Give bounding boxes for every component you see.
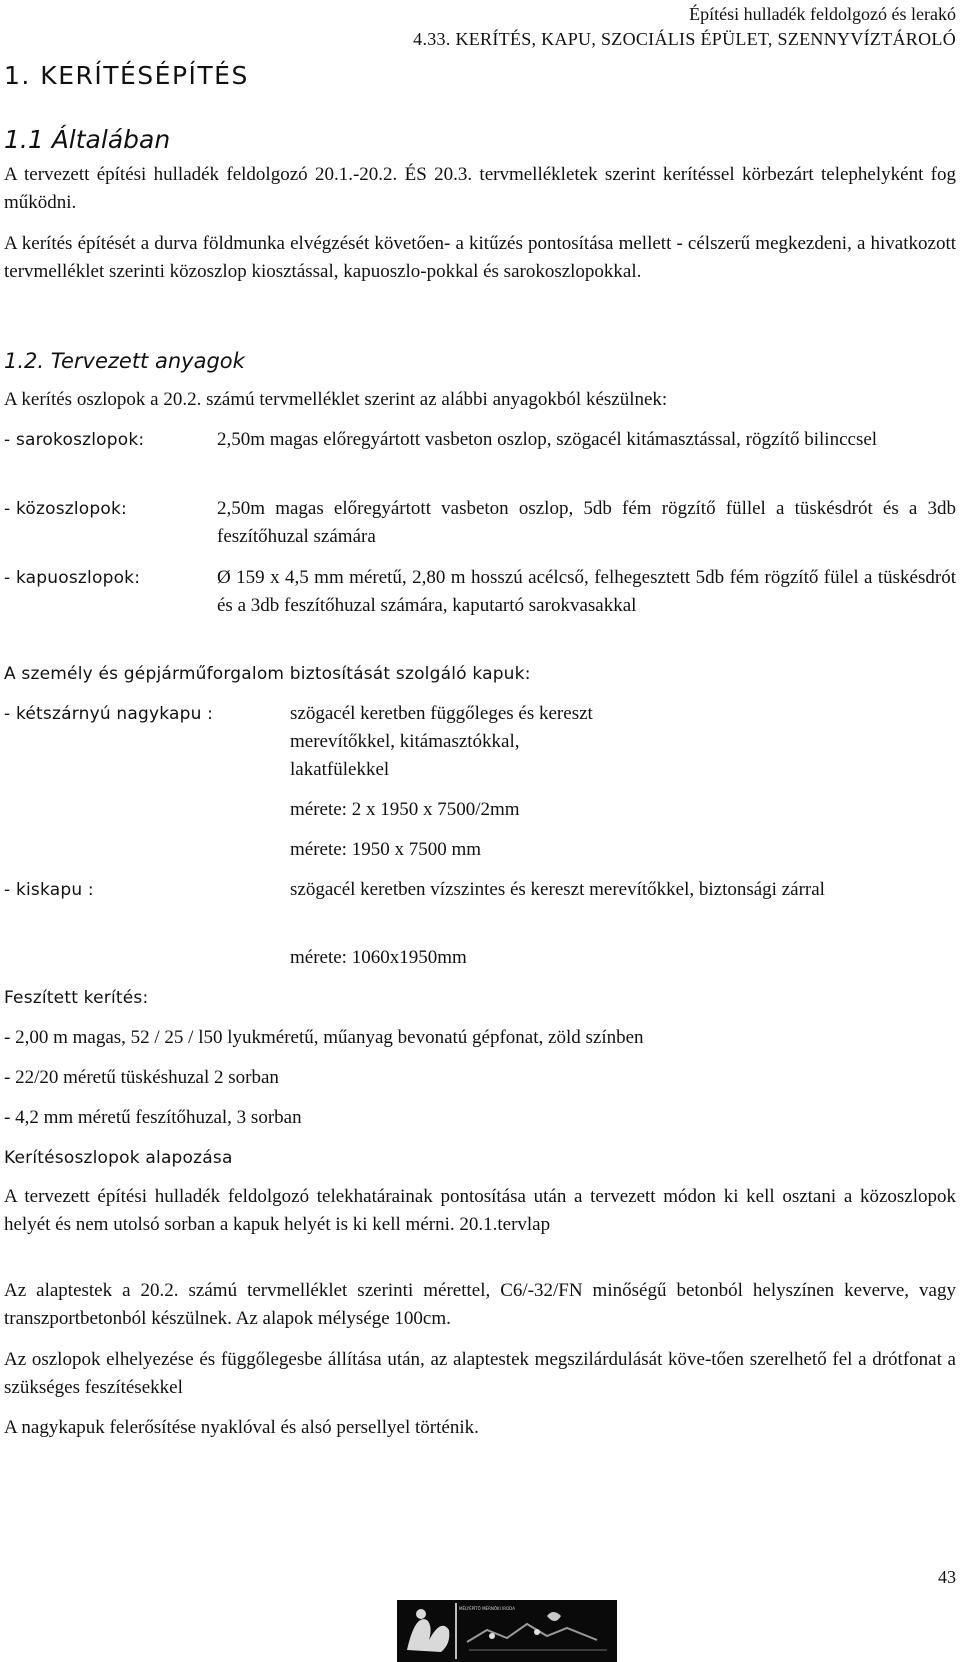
fence-title: Feszített kerítés: xyxy=(4,988,149,1008)
company-logo xyxy=(397,1600,617,1662)
foundation-paragraph-1: A tervezett építési hulladék feldolgozó telekhatárainak pontosítása után a tervezett módon ki kell osztani a közoszlopok helyét és nem utolsó sorban a kapuk helyét is ki kell mérni. 20.1.tervlap xyxy=(4,1186,956,1235)
gate-desc-double-line2: merevítőkkel, kitámasztókkal, xyxy=(290,731,520,752)
page-number: 43 xyxy=(938,1567,956,1587)
materials-intro: A kerítés oszlopok a 20.2. számú tervmelléklet szerint az alábbi anyagokból készülnek: xyxy=(4,389,668,410)
gate-term-double: - kétszárnyú nagykapu : xyxy=(4,704,214,724)
foundation-title: Kerítésoszlopok alapozása xyxy=(4,1148,233,1168)
section-title: 1. KERÍTÉSÉPÍTÉS xyxy=(4,61,249,90)
post-term-corner: - sarokoszlopok: xyxy=(4,430,145,450)
gate-desc-double-line1: szögacél keretben függőleges és kereszt xyxy=(290,703,593,724)
paragraph-general-2: A kerítés építését a durva földmunka elvégzését követően- a kitűzés pontosítása mellett - célszerű megkezdeni, a hivatkozott tervmelléklet szerinti közoszlop kiosztással, kapuoszlo-pokkal és sarokoszlopokkal. xyxy=(4,233,956,282)
subsection-2-title: 1.2. Tervezett anyagok xyxy=(4,349,245,373)
gate-desc-small: szögacél keretben vízszintes és kereszt merevítőkkel, biztonsági zárral xyxy=(290,879,825,900)
post-desc-corner: 2,50m magas előregyártott vasbeton oszlop, szögacél kitámasztással, rögzítő bilinccsel xyxy=(217,429,878,450)
gate-size-small: mérete: 1060x1950mm xyxy=(290,947,467,968)
gate-size-double-1: mérete: 2 x 1950 x 7500/2mm xyxy=(290,799,520,820)
foundation-paragraph-4: A nagykapuk felerősítése nyaklóval és alsó persellyel történik. xyxy=(4,1417,479,1438)
header-chapter: 4.33. KERÍTÉS, KAPU, SZOCIÁLIS ÉPÜLET, SZENNYVÍZTÁROLÓ xyxy=(413,29,956,49)
foundation-paragraph-2: Az alaptestek a 20.2. számú tervmelléklet szerinti mérettel, C6/-32/FN minőségű betonból helyszínen keverve, vagy transzportbetonból készülnek. Az alapok mélysége 100cm. xyxy=(4,1280,956,1329)
fence-item-mesh: - 2,00 m magas, 52 / 25 / l50 lyukméretű, műanyag bevonatú gépfonat, zöld színben xyxy=(4,1027,644,1048)
fence-item-tension-wire: - 4,2 mm méretű feszítőhuzal, 3 sorban xyxy=(4,1107,302,1128)
foundation-paragraph-3: Az oszlopok elhelyezése és függőlegesbe állítása után, az alaptestek megszilárdulását köve-tően szerelhető fel a drótfonat a szükséges feszítésekkel xyxy=(4,1349,956,1398)
fence-item-barbed-wire: - 22/20 méretű tüskéshuzal 2 sorban xyxy=(4,1067,279,1088)
subsection-1-title: 1.1 Általában xyxy=(4,125,171,154)
paragraph-general-1: A tervezett építési hulladék feldolgozó 20.1.-20.2. ÉS 20.3. tervmellékletek szerint kerítéssel körbezárt telephelyként fog működni. xyxy=(4,164,956,213)
post-term-gate: - kapuoszlopok: xyxy=(4,568,141,588)
gate-desc-double-line3: lakatfülekkel xyxy=(290,759,390,780)
gates-intro: A személy és gépjárműforgalom biztosítását szolgáló kapuk: xyxy=(4,664,531,684)
logo-caption: MÉLYÉPÍTŐ MÉRNÖKI IRODA xyxy=(459,1606,515,1611)
header-title: Építési hulladék feldolgozó és lerakó xyxy=(689,4,956,24)
gate-size-double-2: mérete: 1950 x 7500 mm xyxy=(290,839,482,860)
post-desc-gate: Ø 159 x 4,5 mm méretű, 2,80 m hosszú acélcső, felhegesztett 5db fém rögzítő fülel a tüskésdrót és a 3db feszítőhuzal számára, kaputartó sarokvasakkal xyxy=(217,567,956,616)
gate-term-small: - kiskapu : xyxy=(4,880,94,900)
post-term-intermediate: - közoszlopok: xyxy=(4,499,127,519)
post-desc-intermediate: 2,50m magas előregyártott vasbeton oszlop, 5db fém rögzítő füllel a tüskésdrót és a 3db feszítőhuzal számára xyxy=(217,498,956,547)
